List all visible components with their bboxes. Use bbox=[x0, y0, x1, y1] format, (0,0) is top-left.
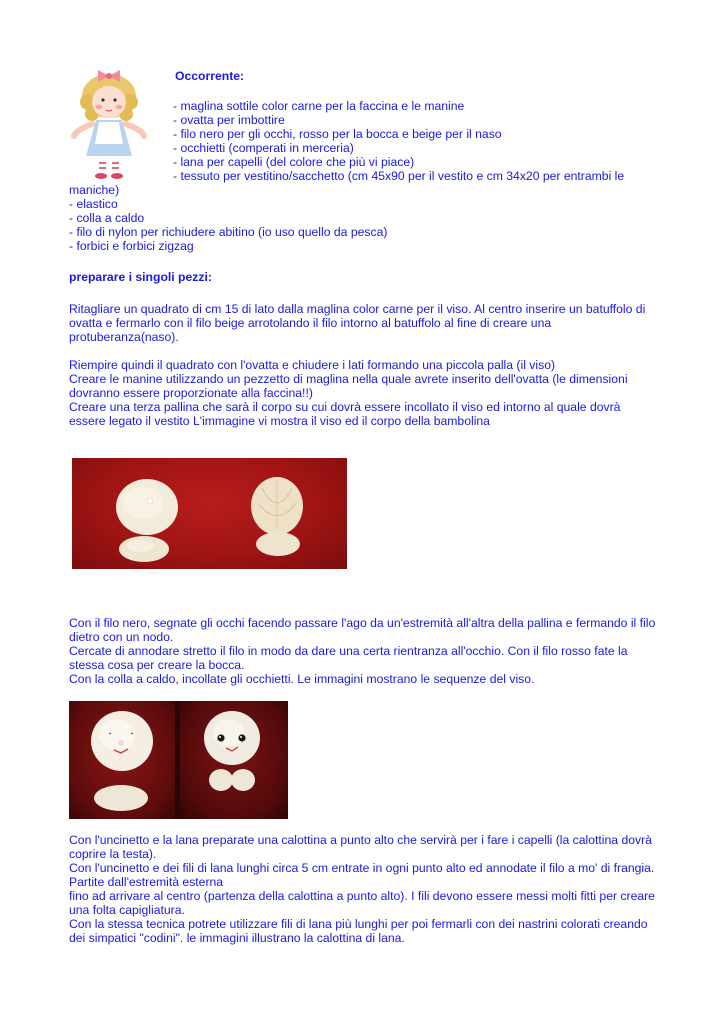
paragraph-line: Con la colla a caldo, incollate gli occhietti. Le immagini mostrano le sequenze del viso. bbox=[69, 672, 535, 686]
doll-illustration bbox=[68, 64, 150, 182]
paragraph-line: dovranno essere proporzionate alla faccina!!) bbox=[69, 386, 313, 400]
list-item: - filo di nylon per richiudere abitino (io uso quello da pesca) bbox=[69, 225, 388, 239]
materials-title: Occorrente: bbox=[175, 69, 245, 83]
paragraph-line: Creare le manine utilizzando un pezzetto di maglina nella quale avrete inserito dell'ovatta (le dimensioni bbox=[69, 372, 628, 386]
doll-illustration-icon bbox=[68, 64, 150, 182]
paragraph-line: dietro con un nodo. bbox=[69, 630, 174, 644]
paragraph-line: Con il filo nero, segnate gli occhi facendo passare l'ago da un'estremità all'altra della pallina e fermando il filo bbox=[69, 616, 656, 630]
paragraph-line: Ritagliare un quadrato di cm 15 di lato dalla maglina color carne per il viso. Al centro inserire un batuffolo di bbox=[69, 302, 646, 316]
paragraph-line: coprire la testa). bbox=[69, 847, 157, 861]
paragraph-line: protuberanza(naso). bbox=[69, 330, 179, 344]
paragraph-line: Con l'uncinetto e la lana preparate una calottina a punto alto che servirà per i fare i capelli (la calottina dovrà bbox=[69, 833, 652, 847]
list-item: - colla a caldo bbox=[69, 211, 145, 225]
paragraph-line: Con la stessa tecnica potrete utilizzare fili di lana più lunghi per poi fermarli con dei nastrini colorati creando bbox=[69, 917, 648, 931]
photo-face-sequence-art bbox=[69, 701, 288, 819]
list-item: - maglina sottile color carne per la faccina e le manine bbox=[173, 99, 465, 113]
list-item: maniche) bbox=[69, 183, 120, 197]
paragraph-line: Riempire quindi il quadrato con l'ovatta e chiudere i lati formando una piccola palla (il viso) bbox=[69, 358, 556, 372]
list-item: - forbici e forbici zigzag bbox=[69, 239, 194, 253]
list-item: - lana per capelli (del colore che più vi piace) bbox=[173, 155, 415, 169]
paragraph-line: essere legato il vestito L'immagine vi mostra il viso ed il corpo della bambolina bbox=[69, 414, 490, 428]
list-item: - filo nero per gli occhi, rosso per la bocca e beige per il naso bbox=[173, 127, 502, 141]
paragraph-line: stessa cosa per creare la bocca. bbox=[69, 658, 245, 672]
paragraph-line: Cercate di annodare stretto il filo in modo da dare una certa rientranza all'occhio. Con il filo rosso fate la bbox=[69, 644, 628, 658]
photo-face-sequence bbox=[69, 701, 288, 819]
list-item: - elastico bbox=[69, 197, 118, 211]
paragraph-line: ovatta e fermarlo con il filo beige arrotolando il filo intorno al batuffolo al fine di creare una bbox=[69, 316, 552, 330]
paragraph-line: Partite dall'estremità esterna bbox=[69, 875, 224, 889]
paragraph-line: Creare una terza pallina che sarà il corpo su cui dovrà essere incollato il viso ed intorno al quale dovrà bbox=[69, 400, 621, 414]
list-item: - tessuto per vestitino/sacchetto (cm 45x90 per il vestito e cm 34x20 per entrambi le bbox=[173, 169, 625, 183]
list-item: - occhietti (comperati in merceria) bbox=[173, 141, 354, 155]
paragraph-line: Con l'uncinetto e dei fili di lana lunghi circa 5 cm entrate in ogni punto alto ed annodate il filo a mo' di frangia. bbox=[69, 861, 655, 875]
photo-face-and-body bbox=[72, 458, 347, 569]
photo-face-and-body-art bbox=[72, 458, 347, 569]
list-item: - ovatta per imbottire bbox=[173, 113, 285, 127]
section-title: preparare i singoli pezzi: bbox=[69, 270, 212, 284]
paragraph-line: una folta capigliatura. bbox=[69, 903, 185, 917]
paragraph-line: dei simpatici "codini". le immagini illustrano la calottina di lana. bbox=[69, 931, 405, 945]
paragraph-line: fino ad arrivare al centro (partenza della calottina a punto alto). I fili devono essere messi molti fitti per creare bbox=[69, 889, 655, 903]
